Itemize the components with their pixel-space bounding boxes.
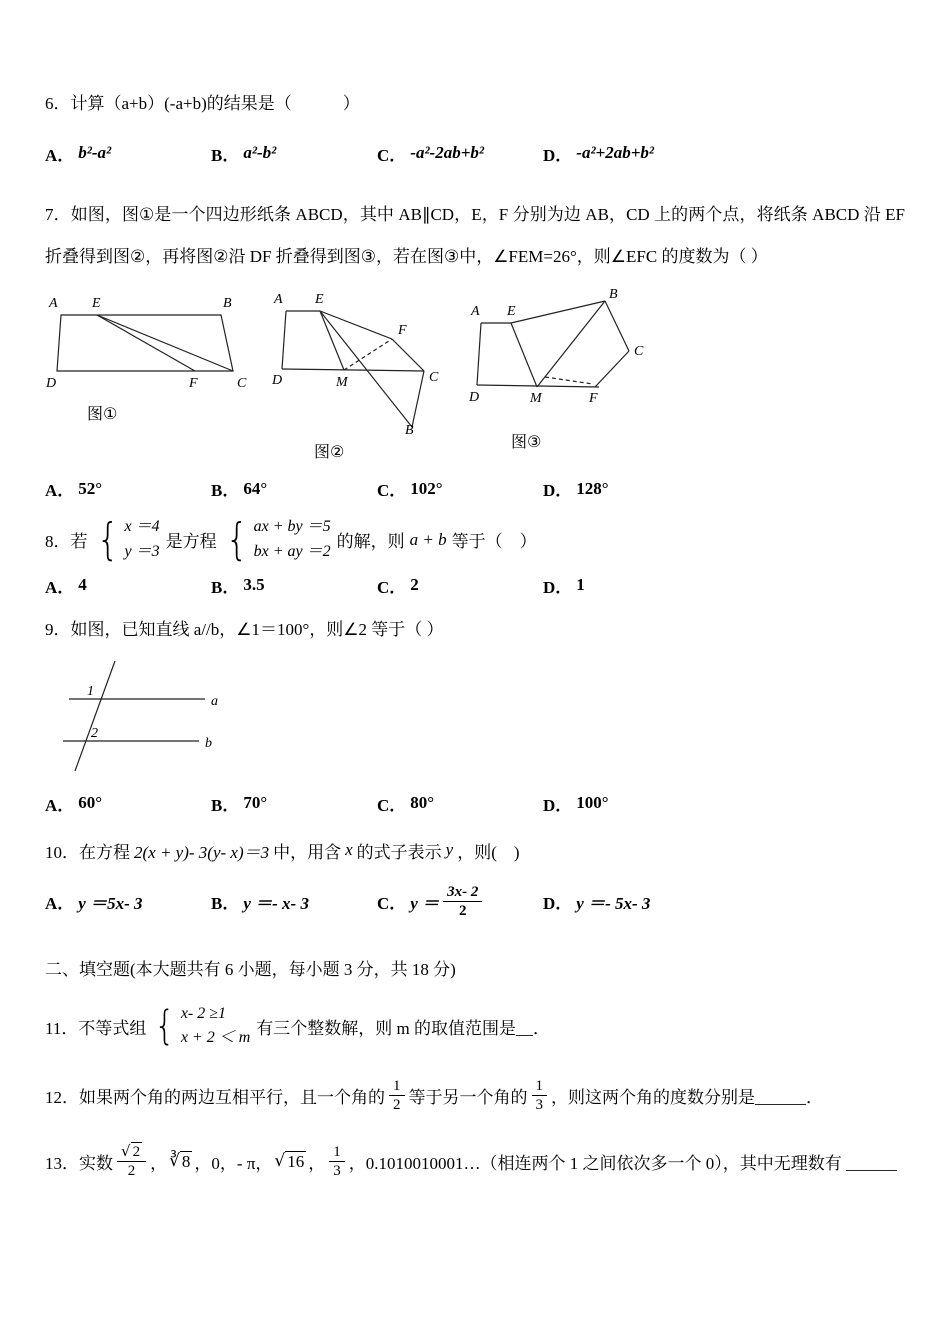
option-6-d-label: D．: [543, 145, 573, 165]
question-8-post2: 等于（ ）: [451, 532, 537, 552]
option-6-b-label: B．: [211, 145, 240, 165]
figure-1-lines: [57, 315, 233, 371]
question-9: [45, 616, 905, 816]
question-6-text: 计算（a+b）(-a+b)的结果是（ ）: [70, 94, 360, 113]
question-10-mid1: 中，用含: [273, 842, 342, 862]
figure-3-svg: [469, 285, 654, 425]
question-13-sep1: ，: [150, 1153, 168, 1173]
radical-sign: √: [274, 1150, 286, 1171]
system-2: [223, 515, 331, 565]
question-13-pre: 实数: [79, 1153, 113, 1173]
question-10-options: [45, 883, 905, 920]
question-11-pre: 不等式组: [78, 1018, 147, 1038]
option-9-d: [543, 791, 609, 816]
figure-3-lines: [477, 301, 629, 387]
option-9-c: [377, 791, 543, 816]
question-13-mid1: ，0，- π，: [194, 1153, 273, 1173]
option-8-a: [45, 573, 211, 598]
option-10-a-label: A．: [45, 893, 75, 913]
question-8-options: [45, 573, 905, 598]
line-a-label: a: [211, 693, 218, 709]
question-6-number: 6．: [45, 94, 71, 113]
fig3-point-label-B: B: [609, 287, 618, 303]
question-8-number: 8．: [45, 532, 71, 552]
figure-1-svg: [45, 285, 260, 397]
option-9-b: [211, 791, 377, 816]
fraction-denominator: 2: [393, 1097, 401, 1114]
option-10-d-label: D．: [543, 893, 573, 913]
option-10-a: [45, 889, 211, 914]
option-6-d-value: -a²+2ab+b²: [576, 143, 655, 163]
system-2-rows: [254, 515, 331, 565]
option-10-d-value: y ＝- 5x- 3: [576, 893, 651, 913]
question-6-stem: [45, 90, 905, 119]
fraction-numerator: 1: [329, 1143, 345, 1162]
figure-1-caption: 图①: [87, 406, 118, 424]
option-8-a-label: A．: [45, 577, 75, 597]
question-7: [45, 194, 905, 501]
section-2-heading: 二、填空题(本大题共有 6 小题，每小题 3 分，共 18 分): [45, 959, 456, 979]
radicand: 2: [132, 1144, 141, 1161]
option-6-a: [45, 141, 211, 166]
fig1-point-label-E: E: [92, 296, 101, 312]
system-2-row-2: bx + ay ＝2: [253, 542, 331, 560]
fig2-point-label-E: E: [315, 292, 324, 308]
option-10-b-value: y ＝- x- 3: [243, 893, 309, 913]
option-7-b-value: 64°: [243, 478, 268, 498]
question-12-stem: [45, 1077, 905, 1114]
question-12: [45, 1077, 905, 1114]
option-8-c-label: C．: [377, 577, 407, 597]
question-8: [45, 515, 905, 598]
option-10-a-value: y ＝5x- 3: [78, 893, 143, 913]
option-8-d-label: D．: [543, 577, 573, 597]
question-7-options: [45, 476, 905, 501]
cube-root-8: [169, 1151, 192, 1172]
fraction-numerator: 1: [389, 1077, 405, 1096]
option-6-b: [211, 141, 377, 166]
question-9-text: 如图，已知直线 a//b，∠1＝100°，则∠2 等于（ ）: [70, 619, 444, 639]
question-10-var-y: y: [445, 840, 454, 860]
option-6-b-value: a²-b²: [243, 143, 277, 163]
question-9-number: 9．: [45, 619, 71, 639]
parallel-lines-figure: [55, 655, 230, 775]
option-10-d: [543, 889, 650, 914]
option-7-a-value: 52°: [78, 478, 103, 498]
angle-2-label: 2: [91, 725, 98, 741]
figure-3-caption: 图③: [511, 434, 542, 452]
option-9-c-label: C．: [377, 795, 407, 815]
system-1-rows: [125, 515, 160, 565]
option-10-c-prefix: y ＝: [410, 893, 440, 913]
fraction-denominator: 2: [458, 902, 467, 919]
fig2-point-label-A: A: [274, 292, 283, 308]
option-9-b-value: 70°: [243, 793, 268, 813]
fraction-denominator: 3: [333, 1162, 341, 1179]
fig2-point-label-B: B: [405, 423, 414, 436]
question-12-post: ，则这两个角的度数分别是______．: [551, 1088, 823, 1108]
question-12-mid: 等于另一个角的: [408, 1088, 528, 1108]
question-7-stem: [45, 194, 905, 277]
cube-root-sign: ∛: [169, 1150, 180, 1171]
fig1-point-label-B: B: [223, 296, 232, 312]
figure-2-caption: 图②: [314, 444, 345, 462]
system-1: [94, 515, 160, 565]
option-9-b-label: B．: [211, 795, 240, 815]
option-9-a-label: A．: [45, 795, 75, 815]
fig3-point-label-M: M: [530, 391, 542, 407]
option-10-c-label: C．: [377, 893, 407, 913]
fraction-one-third: [532, 1077, 548, 1114]
option-7-b: [211, 476, 377, 501]
option-8-b-value: 3.5: [243, 575, 265, 595]
option-7-d-label: D．: [543, 481, 573, 501]
option-10-b-label: B．: [211, 893, 240, 913]
option-6-d: [543, 141, 654, 166]
fraction-sqrt2-over-2: [117, 1142, 146, 1180]
option-9-a: [45, 791, 211, 816]
fig2-point-label-M: M: [336, 375, 348, 391]
question-10-mid2: 的式子表示: [356, 842, 442, 862]
option-7-d-value: 128°: [576, 478, 609, 498]
question-10: [45, 838, 905, 920]
fig3-point-label-E: E: [507, 304, 516, 320]
option-9-a-value: 60°: [78, 793, 103, 813]
option-7-a: [45, 476, 211, 501]
question-8-post1: 的解，则: [336, 532, 405, 552]
question-11: [45, 1002, 905, 1052]
fraction-one-third: [329, 1143, 345, 1180]
fig3-point-label-D: D: [469, 390, 480, 406]
question-6: [45, 90, 905, 166]
option-9-c-value: 80°: [410, 793, 435, 813]
fraction-numerator: 1: [532, 1077, 548, 1096]
option-7-d: [543, 476, 609, 501]
left-brace: {: [154, 1003, 176, 1050]
option-8-b-label: B．: [211, 577, 240, 597]
question-9-options: [45, 791, 905, 816]
fraction-numerator: 3x- 2: [443, 883, 482, 902]
option-6-c-value: -a²-2ab+b²: [410, 143, 484, 163]
question-10-number: 10．: [45, 842, 79, 862]
option-6-c-label: C．: [377, 145, 407, 165]
fig1-point-label-C: C: [237, 376, 247, 392]
fig3-point-label-C: C: [634, 344, 644, 360]
system-1-row-2: y ＝3: [124, 542, 160, 560]
question-12-number: 12．: [45, 1088, 79, 1108]
fig1-point-label-D: D: [46, 376, 57, 392]
question-8-mid: 是方程: [165, 532, 217, 552]
left-brace: {: [225, 514, 248, 566]
option-8-b: [211, 573, 377, 598]
question-13-sep2: ，: [308, 1153, 326, 1173]
system-2-row-1: ax + by ＝5: [253, 518, 331, 536]
option-10-c-fraction: [443, 883, 482, 920]
inequality-system-rows: [181, 1002, 250, 1052]
question-10-pre: 在方程: [79, 842, 130, 862]
option-7-b-label: B．: [211, 481, 240, 501]
fraction-one-half: [389, 1077, 405, 1114]
left-brace: {: [96, 514, 119, 566]
option-7-c: [377, 476, 543, 501]
question-8-stem: [45, 515, 905, 565]
question-13-number: 13．: [45, 1153, 79, 1173]
fig2-point-label-C: C: [429, 370, 439, 386]
question-13: [45, 1142, 905, 1180]
figure-1-block: [45, 285, 260, 424]
question-12-pre: 如果两个角的两边互相平行，且一个角的: [79, 1088, 385, 1108]
fig3-point-label-F: F: [589, 391, 598, 407]
option-8-d: [543, 573, 585, 598]
question-9-stem: [45, 616, 905, 645]
angle-1-label: 1: [87, 683, 94, 699]
question-13-post: ，0.1010010001…（相连两个 1 之间依次多一个 0），其中无理数有 ______: [348, 1153, 897, 1173]
question-13-stem: [45, 1142, 905, 1180]
option-6-a-value: b²-a²: [78, 143, 112, 163]
question-11-number: 11．: [45, 1018, 79, 1038]
figure-3-block: [469, 285, 654, 452]
question-7-number: 7．: [45, 204, 71, 224]
option-7-c-value: 102°: [410, 478, 443, 498]
option-8-d-value: 1: [576, 575, 585, 595]
fig2-point-label-F: F: [398, 323, 407, 339]
inequality-row-2: x + 2 ＜ m: [180, 1029, 251, 1047]
option-9-d-value: 100°: [576, 793, 609, 813]
parallel-lines: [63, 661, 205, 771]
option-8-c-value: 2: [410, 575, 419, 595]
question-8-expression: a + b: [409, 529, 447, 549]
figure-2-block: [272, 285, 457, 462]
inequality-system: [152, 1002, 250, 1052]
option-7-c-label: C．: [377, 481, 407, 501]
fig3-point-label-A: A: [471, 304, 480, 320]
radicand: 16: [287, 1151, 305, 1171]
question-8-pre: 若: [70, 532, 88, 552]
fig1-point-label-A: A: [49, 296, 58, 312]
figure-2-svg: [272, 285, 457, 435]
question-7-text: 如图，图①是一个四边形纸条 ABCD，其中 AB∥CD，E，F 分别为边 AB，CD 上的两个点，将纸条 ABCD 沿 EF 折叠得到图②，再将图②沿 DF 折叠得到图③，若在图③中，∠FEM=26°，则∠EFC 的度数为（ ）: [45, 204, 906, 266]
question-7-figures: [45, 285, 905, 462]
fraction-denominator: 2: [127, 1163, 136, 1180]
option-9-d-label: D．: [543, 795, 573, 815]
radical-sign: √: [121, 1142, 131, 1161]
sqrt-2: [121, 1142, 142, 1161]
option-7-a-label: A．: [45, 481, 75, 501]
inequality-row-1: x- 2 ≥1: [180, 1004, 227, 1022]
option-8-c: [377, 573, 543, 598]
question-6-options: [45, 141, 905, 166]
question-10-equation: 2(x + y)- 3(y- x)＝3: [134, 842, 270, 862]
fig1-point-label-F: F: [189, 376, 198, 392]
option-8-a-value: 4: [78, 575, 87, 595]
question-10-var-x: x: [345, 840, 353, 860]
option-10-c: [377, 883, 543, 920]
sqrt-16: [274, 1151, 306, 1172]
fraction-denominator: 3: [535, 1097, 543, 1114]
question-11-stem: [45, 1002, 905, 1052]
option-6-a-label: A．: [45, 145, 75, 165]
option-6-c: [377, 141, 543, 166]
question-10-post: ，则( ): [457, 842, 520, 862]
option-10-b: [211, 889, 377, 914]
question-11-post: 有三个整数解，则 m 的取值范围是__．: [256, 1018, 551, 1038]
system-1-row-1: x ＝4: [124, 518, 160, 536]
line-b-label: b: [205, 735, 212, 751]
question-10-stem: [45, 838, 905, 863]
radicand: 8: [181, 1151, 191, 1171]
fraction-numerator: [117, 1142, 146, 1162]
fig2-point-label-D: D: [272, 373, 283, 389]
